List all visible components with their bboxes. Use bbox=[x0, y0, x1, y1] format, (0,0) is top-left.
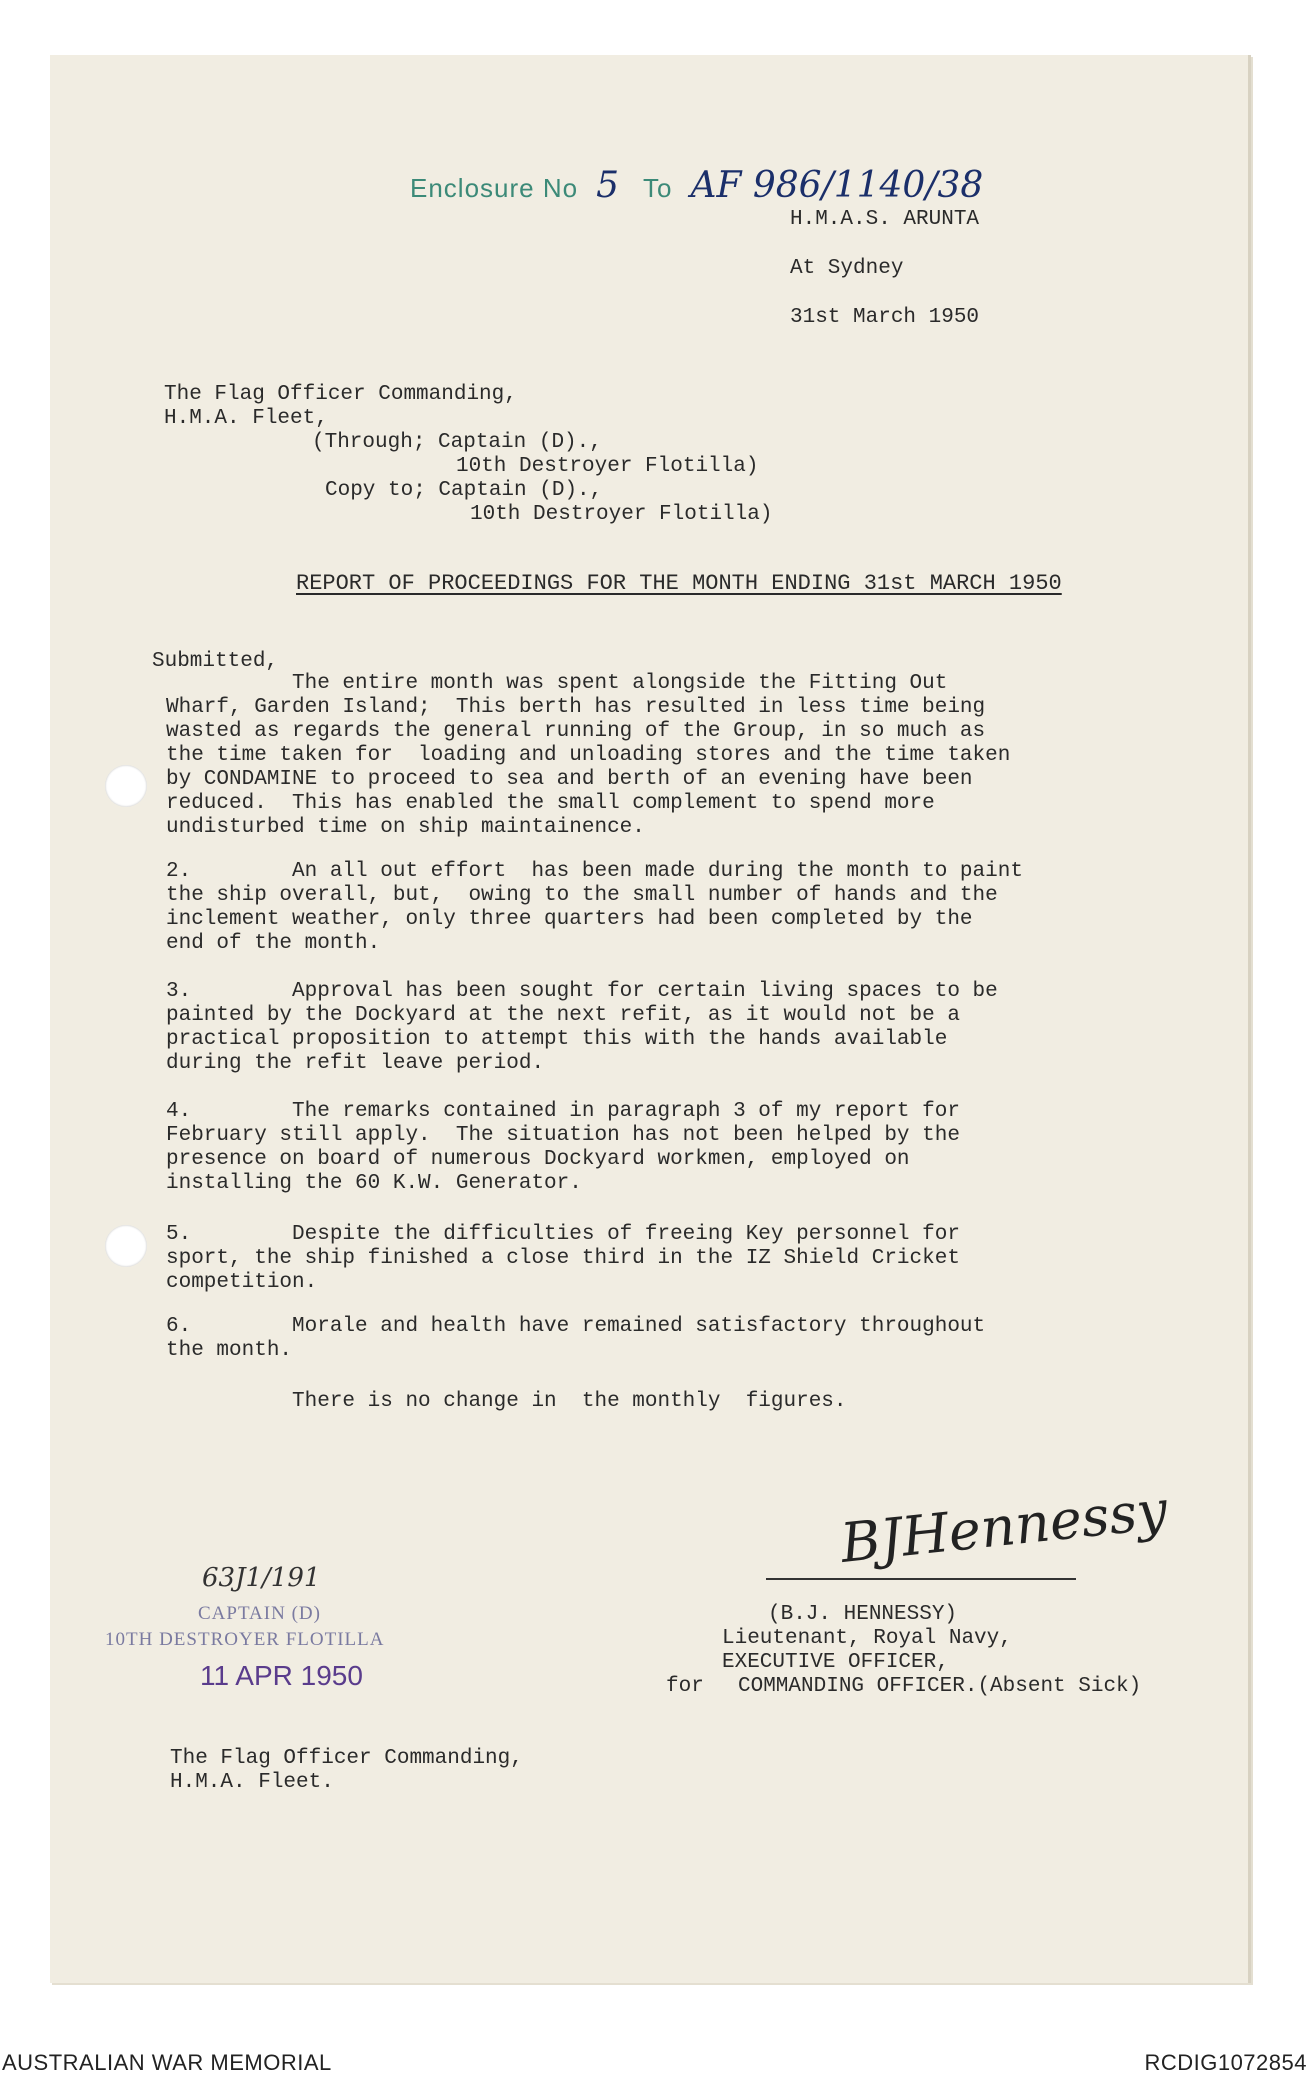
signature-line bbox=[766, 1578, 1076, 1580]
enclosure-reference: AF 986/1140/38 bbox=[690, 165, 984, 206]
addressee-line-4: 10th Destroyer Flotilla) bbox=[456, 455, 759, 478]
addressee-line-5: Copy to; Captain (D)., bbox=[325, 479, 603, 502]
signature-handwritten: BJHennessy bbox=[837, 1478, 1171, 1575]
signatory-title: EXECUTIVE OFFICER, bbox=[722, 1651, 949, 1674]
footer-right: RCDIG1072854 bbox=[1144, 2050, 1307, 2075]
punch-hole-bottom bbox=[105, 1225, 147, 1267]
document-page bbox=[50, 55, 1251, 1983]
signatory-role: COMMANDING OFFICER.(Absent Sick) bbox=[738, 1675, 1142, 1698]
sender-location: At Sydney bbox=[790, 257, 904, 280]
submitted-line: Submitted, bbox=[152, 650, 279, 673]
paragraph-3: 3. Approval has been sought for certain living spaces to be painted by the Dockyard at the next refit, as it would not be a practical proposition to attempt this with the hands available during the refit leave period. bbox=[166, 980, 998, 1075]
footer-left: AUSTRALIAN WAR MEMORIAL bbox=[2, 2050, 332, 2075]
enclosure-label: Enclosure No bbox=[410, 173, 579, 203]
addressee-line-6: 10th Destroyer Flotilla) bbox=[470, 503, 773, 526]
stamp-date: 11 APR 1950 bbox=[200, 1660, 363, 1691]
punch-hole-top bbox=[105, 765, 147, 807]
paragraph-7: There is no change in the monthly figures. bbox=[166, 1390, 847, 1413]
paragraph-5: 5. Despite the difficulties of freeing Key personnel for sport, the ship finished a close third in the IZ Shield Cricket competition. bbox=[166, 1223, 960, 1294]
addressee-line-2: H.M.A. Fleet, bbox=[164, 407, 328, 430]
stamp-handwritten-reference: 63J1/191 bbox=[202, 1563, 321, 1593]
signatory-for-label: for bbox=[666, 1675, 704, 1698]
enclosure-stamp bbox=[410, 165, 983, 206]
signatory-name: (B.J. HENNESSY) bbox=[768, 1603, 958, 1626]
enclosure-to-label: To bbox=[642, 173, 673, 203]
signatory-rank: Lieutenant, Royal Navy, bbox=[722, 1627, 1012, 1650]
paragraph-4: 4. The remarks contained in paragraph 3 of my report for February still apply. The situation has not been helped by the presence on board of numerous Dockyard workmen, employed on installing the 60 K.W. Generator. bbox=[166, 1100, 960, 1195]
paragraph-1: The entire month was spent alongside the Fitting Out Wharf, Garden Island; This berth has resulted in less time being wasted as regards the general running of the Group, in so much as the time taken for loading and unloading stores and the time taken by CONDAMINE to proceed to sea and berth of an evening have been reduced. This has enabled the small complement to spend more undisturbed time on ship maintainence. bbox=[166, 672, 1011, 839]
addressee-line-1: The Flag Officer Commanding, bbox=[164, 383, 517, 406]
paragraph-2: 2. An all out effort has been made during the month to paint the ship overall, but, owing to the small number of hands and the inclement weather, only three quarters had been completed by the end of the month. bbox=[166, 860, 1023, 955]
closing-addressee-line-1: The Flag Officer Commanding, bbox=[170, 1747, 523, 1770]
enclosure-number: 5 bbox=[596, 165, 619, 206]
stamp-line-1: CAPTAIN (D) bbox=[198, 1603, 321, 1624]
sender-ship: H.M.A.S. ARUNTA bbox=[790, 208, 980, 231]
paragraph-6: 6. Morale and health have remained satisfactory throughout the month. bbox=[166, 1315, 986, 1362]
report-heading: REPORT OF PROCEEDINGS FOR THE MONTH ENDING 31st MARCH 1950 bbox=[296, 571, 1062, 596]
stamp-line-2: 10TH DESTROYER FLOTILLA bbox=[105, 1629, 385, 1650]
closing-addressee-line-2: H.M.A. Fleet. bbox=[170, 1771, 334, 1794]
addressee-line-3: (Through; Captain (D)., bbox=[312, 431, 602, 454]
sender-date: 31st March 1950 bbox=[790, 306, 980, 329]
